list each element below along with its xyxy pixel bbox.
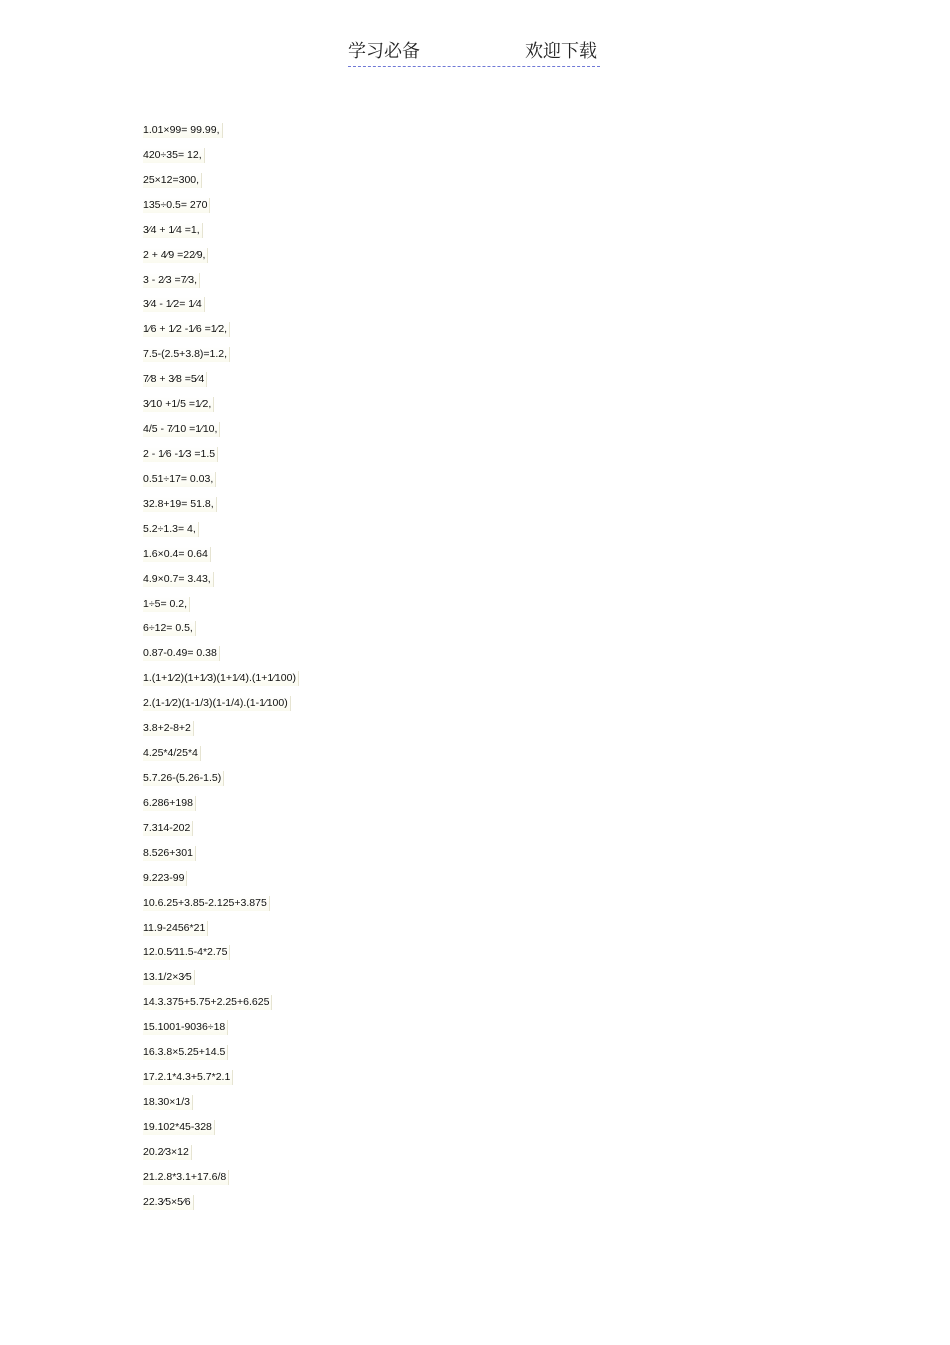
exercise-line	[143, 693, 299, 718]
exercise-text: 7.314-202	[143, 821, 193, 836]
exercise-line	[143, 569, 299, 594]
exercise-line	[143, 868, 299, 893]
exercise-text: 4.9×0.7= 3.43,	[143, 572, 214, 587]
header-right-text: 欢迎下载	[525, 41, 597, 62]
exercise-line	[143, 793, 299, 818]
exercise-text: 18.30×1/3	[143, 1095, 193, 1110]
exercise-line	[143, 444, 299, 469]
exercise-text: 12.0.5⁄11.5-4*2.75	[143, 945, 230, 960]
exercise-text: 7⁄8 + 3⁄8 =5⁄4	[143, 372, 207, 387]
exercise-text: 22.3⁄5×5⁄6	[143, 1195, 194, 1210]
exercise-line	[143, 245, 299, 270]
exercise-text: 5.2÷1.3= 4,	[143, 522, 199, 537]
exercise-text: 32.8+19= 51.8,	[143, 497, 217, 512]
exercise-text: 135÷0.5= 270	[143, 198, 210, 213]
exercise-line	[143, 394, 299, 419]
exercise-text: 16.3.8×5.25+14.5	[143, 1045, 228, 1060]
exercise-text: 11.9-2456*21	[143, 921, 208, 936]
exercise-line	[143, 544, 299, 569]
exercise-text: 10.6.25+3.85-2.125+3.875	[143, 896, 270, 911]
exercise-line	[143, 768, 299, 793]
exercise-text: 0.87-0.49= 0.38	[143, 646, 220, 661]
exercise-text: 7.5-(2.5+3.8)=1.2,	[143, 347, 230, 362]
exercise-text: 3 - 2⁄3 =7⁄3,	[143, 273, 200, 288]
exercise-text: 6.286+198	[143, 796, 196, 811]
exercise-text: 14.3.375+5.75+2.25+6.625	[143, 995, 272, 1010]
exercise-text: 3⁄4 - 1⁄2= 1⁄4	[143, 297, 205, 312]
exercise-text: 6÷12= 0.5,	[143, 621, 196, 636]
exercise-line	[143, 1092, 299, 1117]
exercise-text: 2 + 4⁄9 =22⁄9,	[143, 248, 208, 263]
exercise-line	[143, 594, 299, 619]
exercise-line	[143, 469, 299, 494]
exercise-line	[143, 843, 299, 868]
exercise-line	[143, 1042, 299, 1067]
exercise-text: 2 - 1⁄6 -1⁄3 =1.5	[143, 447, 218, 462]
exercise-line	[143, 718, 299, 743]
exercise-text: 9.223-99	[143, 871, 187, 886]
exercise-line	[143, 494, 299, 519]
exercise-line	[143, 992, 299, 1017]
exercise-text: 8.526+301	[143, 846, 196, 861]
exercise-line	[143, 942, 299, 967]
exercise-text: 17.2.1*4.3+5.7*2.1	[143, 1070, 233, 1085]
exercise-line	[143, 1167, 299, 1192]
exercise-text: 420÷35= 12,	[143, 148, 205, 163]
exercise-line	[143, 220, 299, 245]
exercise-text: 0.51÷17= 0.03,	[143, 472, 216, 487]
exercise-text: 1.6×0.4= 0.64	[143, 547, 211, 562]
exercise-line	[143, 668, 299, 693]
exercise-line	[143, 294, 299, 319]
exercise-line	[143, 344, 299, 369]
exercise-line	[143, 1117, 299, 1142]
exercise-text: 19.102*45-328	[143, 1120, 215, 1135]
exercise-line	[143, 419, 299, 444]
exercise-text: 3.8+2-8+2	[143, 721, 194, 736]
exercise-line	[143, 893, 299, 918]
exercise-line	[143, 319, 299, 344]
exercise-line	[143, 743, 299, 768]
exercise-line	[143, 618, 299, 643]
exercise-text: 4.25*4/25*4	[143, 746, 201, 761]
exercise-line	[143, 369, 299, 394]
exercise-line	[143, 1067, 299, 1092]
exercise-text: 4/5 - 7⁄10 =1⁄10,	[143, 422, 220, 437]
exercise-line	[143, 643, 299, 668]
exercise-text: 3⁄10 +1/5 =1⁄2,	[143, 397, 214, 412]
exercise-line	[143, 195, 299, 220]
exercise-line	[143, 967, 299, 992]
exercise-line	[143, 270, 299, 295]
exercise-text: 15.1001-9036÷18	[143, 1020, 228, 1035]
exercise-line	[143, 145, 299, 170]
exercise-text: 1⁄6 + 1⁄2 -1⁄6 =1⁄2,	[143, 322, 230, 337]
header-left-text: 学习必备	[348, 41, 420, 62]
exercise-list	[143, 120, 299, 1217]
exercise-line	[143, 818, 299, 843]
exercise-text: 13.1/2×3⁄5	[143, 970, 195, 985]
exercise-line	[143, 1192, 299, 1217]
exercise-text: 5.7.26-(5.26-1.5)	[143, 771, 224, 786]
exercise-text: 1.01×99= 99.99,	[143, 123, 223, 138]
exercise-line	[143, 519, 299, 544]
exercise-text: 3⁄4 + 1⁄4 =1,	[143, 223, 203, 238]
exercise-text: 1.(1+1⁄2)(1+1⁄3)(1+1⁄4).(1+1⁄100)	[143, 671, 299, 686]
exercise-line	[143, 170, 299, 195]
exercise-line	[143, 1142, 299, 1167]
exercise-text: 20.2⁄3×12	[143, 1145, 192, 1160]
exercise-line	[143, 1017, 299, 1042]
exercise-line	[143, 918, 299, 943]
exercise-text: 25×12=300,	[143, 173, 202, 188]
exercise-text: 2.(1-1⁄2)(1-1/3)(1-1/4).(1-1⁄100)	[143, 696, 291, 711]
page-header	[348, 40, 600, 67]
exercise-text: 1÷5= 0.2,	[143, 597, 190, 612]
exercise-text: 21.2.8*3.1+17.6/8	[143, 1170, 229, 1185]
exercise-line	[143, 120, 299, 145]
